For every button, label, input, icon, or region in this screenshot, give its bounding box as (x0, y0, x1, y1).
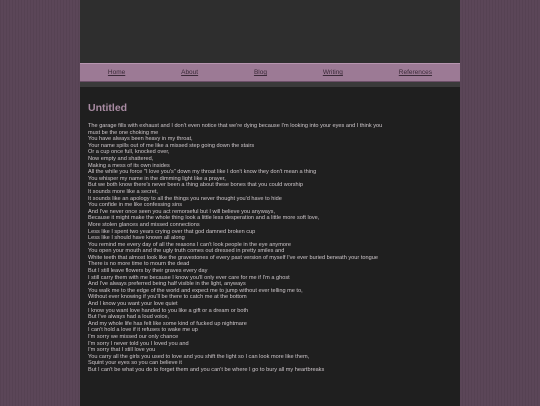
post-line: And my whole life has felt like some kind of fucked up nightmare (88, 320, 247, 327)
nav-link-about[interactable]: About (181, 69, 199, 76)
post-line: White teeth that almost look like the gravestones of every past version of myself I've ever buried beneath your tongue (88, 254, 378, 261)
post-line: It sounds like an apology to all the things you never thought you'd have to hide (88, 195, 282, 202)
post-line: You whisper my name in the dimming light like a prayer, (88, 175, 226, 182)
post-line: I'm sorry that I still love you (88, 347, 156, 354)
nav-link-blog[interactable]: Blog (253, 69, 267, 76)
post-line: Less like I spent two years crying over that god damned broken cup (88, 228, 256, 235)
nav-bar (80, 63, 460, 82)
post-line: You have always been heavy in my throat, (88, 136, 193, 143)
post-line: But I still leave flowers by their graves every day (88, 268, 208, 275)
post-body (88, 123, 452, 374)
post-line: You carry all the girls you used to love and you shift the light so I can look more like them, (88, 353, 310, 360)
nav-link-references[interactable]: References (398, 69, 433, 76)
post-line: I'm sorry I never told you I loved you and (88, 340, 189, 347)
post-title: Untitled (88, 102, 128, 114)
post-line: Squint your eyes so you can believe it (88, 360, 182, 367)
post-line: I know you want love handed to you like a gift or a dream or both (88, 307, 249, 314)
nav-link-home[interactable]: Home (107, 69, 126, 76)
post-line: Less like I should have known all along (88, 235, 185, 242)
post-line: You confide in me like confessing sins (88, 202, 183, 209)
post-line: You remind me every day of all the reasons I can't look people in the eye anymore (88, 241, 291, 248)
post-line: But I've always had a loud voice, (88, 314, 169, 321)
page-wrapper (80, 0, 460, 405)
post-line: You open your mouth and the ugly truth comes out dressed in pretty smiles and (88, 248, 285, 255)
post-line: You walk me to the edge of the world and expect me to jump without ever telling me to, (88, 287, 303, 294)
post-content (80, 87, 460, 406)
post-line: Your name spills out of me like a missed step going down the stairs (88, 142, 255, 149)
post-line: I'm sorry we missed our only chance (88, 334, 179, 340)
post-line: And I've always preferred being half visible in the light, anyways (88, 281, 246, 288)
nav-link-writing[interactable]: Writing (322, 69, 343, 76)
post-line: And I've never once seen you act remorseful but I will believe you anyways, (88, 208, 276, 215)
post-line: Now empty and shattered, (88, 155, 154, 162)
post-line: must be the one choking me (88, 129, 159, 136)
post-line: But we both know there's never been a thing about these bones that you could worship (88, 182, 304, 189)
post-line: But I can't be what you do to forget them and you can't be where I go to bury all my heartbreaks (88, 366, 325, 373)
post-line: Making a mess of its own insides (88, 162, 170, 169)
post-line: It sounds more like a secret, (88, 188, 158, 195)
post-line: More stolen glances and missed connections (88, 221, 200, 228)
post-line: Because it might make the whole thing look a little less desperation and a little more soft love, (88, 215, 320, 222)
post-line: And I know you want your love quiet (88, 301, 178, 308)
post-line: I can't hold a love if it refuses to wake me up (88, 327, 198, 334)
post-line: Without ever knowing if you'll be there to catch me at the bottom (88, 294, 247, 301)
post-line: The garage fills with exhaust and I don't even notice that we're dying because I'm looking into your eyes and I think you (88, 123, 383, 129)
post-line: Or a cup once full, knocked over, (88, 149, 170, 156)
site-header (80, 0, 460, 63)
post-line: I still carry them with me because I know you'll only ever care for me if I'm a ghost (88, 274, 290, 281)
post-line: There is no more time to mourn the dead (88, 261, 190, 268)
post-line: All the while you force "I love you's" down my throat like I don't know they don't mean a thing (88, 169, 317, 176)
